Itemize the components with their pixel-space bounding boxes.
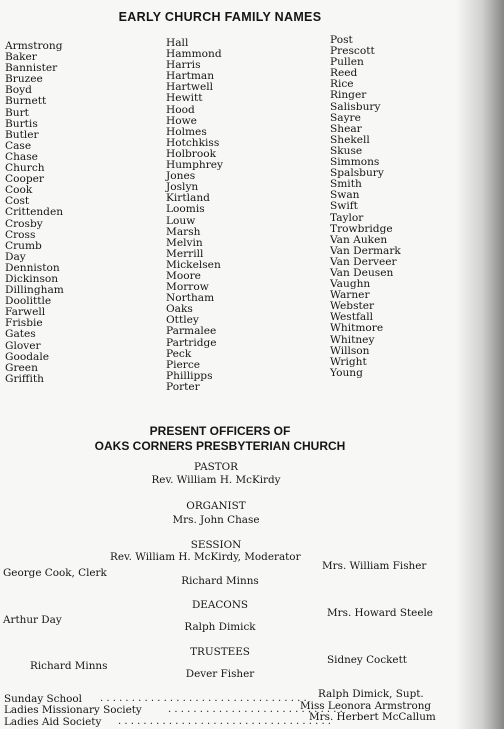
family-name: Melvin (166, 236, 203, 249)
pastor-name: Rev. William H. McKirdy (151, 474, 281, 486)
leader-dots: . . . . . . . . . . . . . . . . . . . . . . . . . . . . . . . . . (100, 693, 307, 704)
family-name: Crumb (5, 239, 42, 252)
family-name: Case (5, 139, 32, 152)
trustees-right: Sidney Cockett (327, 654, 407, 666)
session-member-center: Richard Minns (181, 575, 259, 587)
names-column-1 (5, 41, 64, 385)
family-name: Post (330, 34, 353, 46)
session-moderator: Rev. William H. McKirdy, Moderator (110, 551, 301, 563)
family-name: Crosby (5, 217, 43, 230)
deacons-right: Mrs. Howard Steele (327, 607, 433, 619)
family-name: Van Dermark (330, 244, 401, 257)
family-name: Hartman (166, 70, 215, 83)
family-name: Westfall (330, 311, 374, 324)
family-name: Burt (5, 106, 29, 119)
family-name: Van Deusen (330, 266, 394, 279)
family-name: Humphrey (166, 159, 224, 172)
family-name: Rice (330, 78, 354, 91)
family-name: Kirtland (166, 192, 210, 205)
deacons-center: Ralph Dimick (184, 621, 256, 633)
family-name: Denniston (5, 261, 60, 274)
trustees-left: Richard Minns (30, 660, 108, 672)
society-leader: Ralph Dimick, Supt. (318, 688, 424, 700)
officers-heading (0, 424, 440, 454)
family-name: Cook (5, 184, 33, 197)
family-name: Sayre (330, 111, 361, 124)
family-name: Holbrook (166, 147, 217, 160)
family-name: Griffith (5, 372, 44, 385)
family-name: Church (5, 162, 45, 175)
family-name: Loomis (166, 203, 205, 216)
trustees-label: TRUSTEES (190, 646, 250, 658)
family-name: Taylor (330, 211, 364, 224)
society-label: Ladies Aid Society (4, 716, 102, 728)
family-name: Armstrong (5, 40, 63, 52)
family-name: Hall (166, 37, 189, 49)
family-name: Hewitt (166, 92, 203, 105)
family-name: Jones (166, 170, 196, 183)
family-name: Hammond (166, 48, 222, 61)
family-name: Harris (166, 59, 201, 72)
family-name: Parmalee (166, 325, 217, 338)
family-name: Dillingham (5, 284, 64, 297)
family-name: Merrill (166, 247, 204, 260)
family-name: Wright (330, 355, 367, 368)
family-name: Van Auken (330, 233, 388, 246)
officers-heading-line2: OAKS CORNERS PRESBYTERIAN CHURCH (94, 439, 346, 453)
family-name: Ottley (166, 314, 199, 327)
family-name: Moore (166, 269, 201, 282)
family-name: Day (5, 250, 26, 263)
pastor-label: PASTOR (194, 461, 238, 473)
family-name: Dickinson (5, 272, 59, 285)
family-name: Butler (5, 128, 39, 141)
family-name: Webster (330, 300, 375, 313)
family-name: Louw (166, 214, 196, 227)
family-name: Frisbie (5, 317, 43, 330)
family-name: Spalsbury (330, 167, 384, 180)
family-name: Cross (5, 228, 36, 241)
session-clerk: George Cook, Clerk (3, 567, 107, 579)
family-name: Bannister (5, 62, 58, 75)
society-leader: Mrs. Herbert McCallum (309, 711, 436, 723)
family-name: Swift (330, 200, 358, 213)
family-name: Smith (330, 178, 362, 191)
family-name: Cooper (5, 173, 44, 186)
family-name: Chase (5, 150, 38, 163)
family-name: Holmes (166, 125, 207, 138)
family-name: Shear (330, 122, 362, 135)
leader-dots: . . . . . . . . . . . . . . . . . . . . . . . . . . . . . . . . . . (118, 716, 331, 727)
family-name: Vaughn (330, 278, 371, 291)
family-name: Bruzee (5, 73, 43, 86)
family-name: Marsh (166, 225, 201, 238)
family-name: Porter (166, 380, 200, 393)
family-name: Hood (166, 103, 195, 116)
family-name: Pullen (330, 56, 364, 69)
trustees-center: Dever Fisher (185, 668, 255, 680)
family-name: Warner (330, 289, 370, 302)
family-name: Peck (166, 347, 192, 360)
names-column-3 (330, 35, 401, 379)
family-name: Morrow (166, 281, 209, 294)
family-name: Phillipps (166, 369, 213, 382)
names-column-2 (166, 38, 223, 393)
family-name: Oaks (166, 303, 193, 316)
society-label: Sunday School (4, 693, 82, 705)
family-name: Prescott (330, 45, 375, 58)
family-name: Mickelsen (166, 258, 221, 271)
family-name: Goodale (5, 350, 49, 363)
family-name: Hotchkiss (166, 136, 220, 149)
family-name: Crittenden (5, 206, 64, 219)
page-title: EARLY CHURCH FAMILY NAMES (118, 10, 322, 24)
family-name: Young (330, 366, 363, 379)
deacons-label: DEACONS (191, 599, 249, 611)
family-name: Pierce (166, 358, 201, 371)
family-name: Joslyn (166, 181, 199, 194)
family-name: Gates (5, 328, 36, 341)
society-label: Ladies Missionary Society (4, 704, 142, 716)
family-name: Farwell (5, 306, 46, 319)
society-leader: Miss Leonora Armstrong (300, 700, 432, 712)
family-name: Howe (166, 114, 197, 127)
family-name: Van Derveer (330, 255, 397, 268)
family-name: Burnett (5, 95, 47, 108)
family-name: Cost (5, 195, 30, 208)
family-name: Simmons (330, 156, 380, 169)
family-name: Trowbridge (330, 222, 393, 235)
family-name: Swan (330, 189, 360, 202)
page-edge-shadow (456, 0, 504, 729)
deacons-left: Arthur Day (3, 614, 62, 626)
leader-dots: . . . . . . . . . . . . . . . . . . . . . . . . . . . . (168, 704, 343, 715)
family-name: Skuse (330, 144, 363, 157)
family-name: Doolittle (5, 295, 52, 308)
family-name: Burtis (5, 117, 38, 130)
family-name: Green (5, 361, 38, 374)
family-name: Whitmore (330, 322, 384, 335)
family-name: Whitney (330, 333, 375, 346)
family-name: Boyd (5, 84, 32, 97)
family-name: Glover (5, 339, 41, 352)
family-name: Ringer (330, 89, 367, 102)
family-name: Partridge (166, 336, 217, 349)
family-name: Salisbury (330, 100, 381, 113)
officers-heading-line1: PRESENT OFFICERS OF (149, 424, 291, 438)
session-member-right: Mrs. William Fisher (322, 560, 427, 572)
organist-label: ORGANIST (186, 500, 246, 512)
family-name: Baker (5, 51, 37, 64)
family-name: Hartwell (166, 81, 213, 94)
family-name: Northam (166, 292, 215, 305)
family-name: Reed (330, 67, 358, 80)
family-name: Willson (330, 344, 370, 357)
session-label: SESSION (190, 539, 242, 551)
family-name: Shekell (330, 133, 370, 146)
organist-name: Mrs. John Chase (172, 514, 260, 526)
